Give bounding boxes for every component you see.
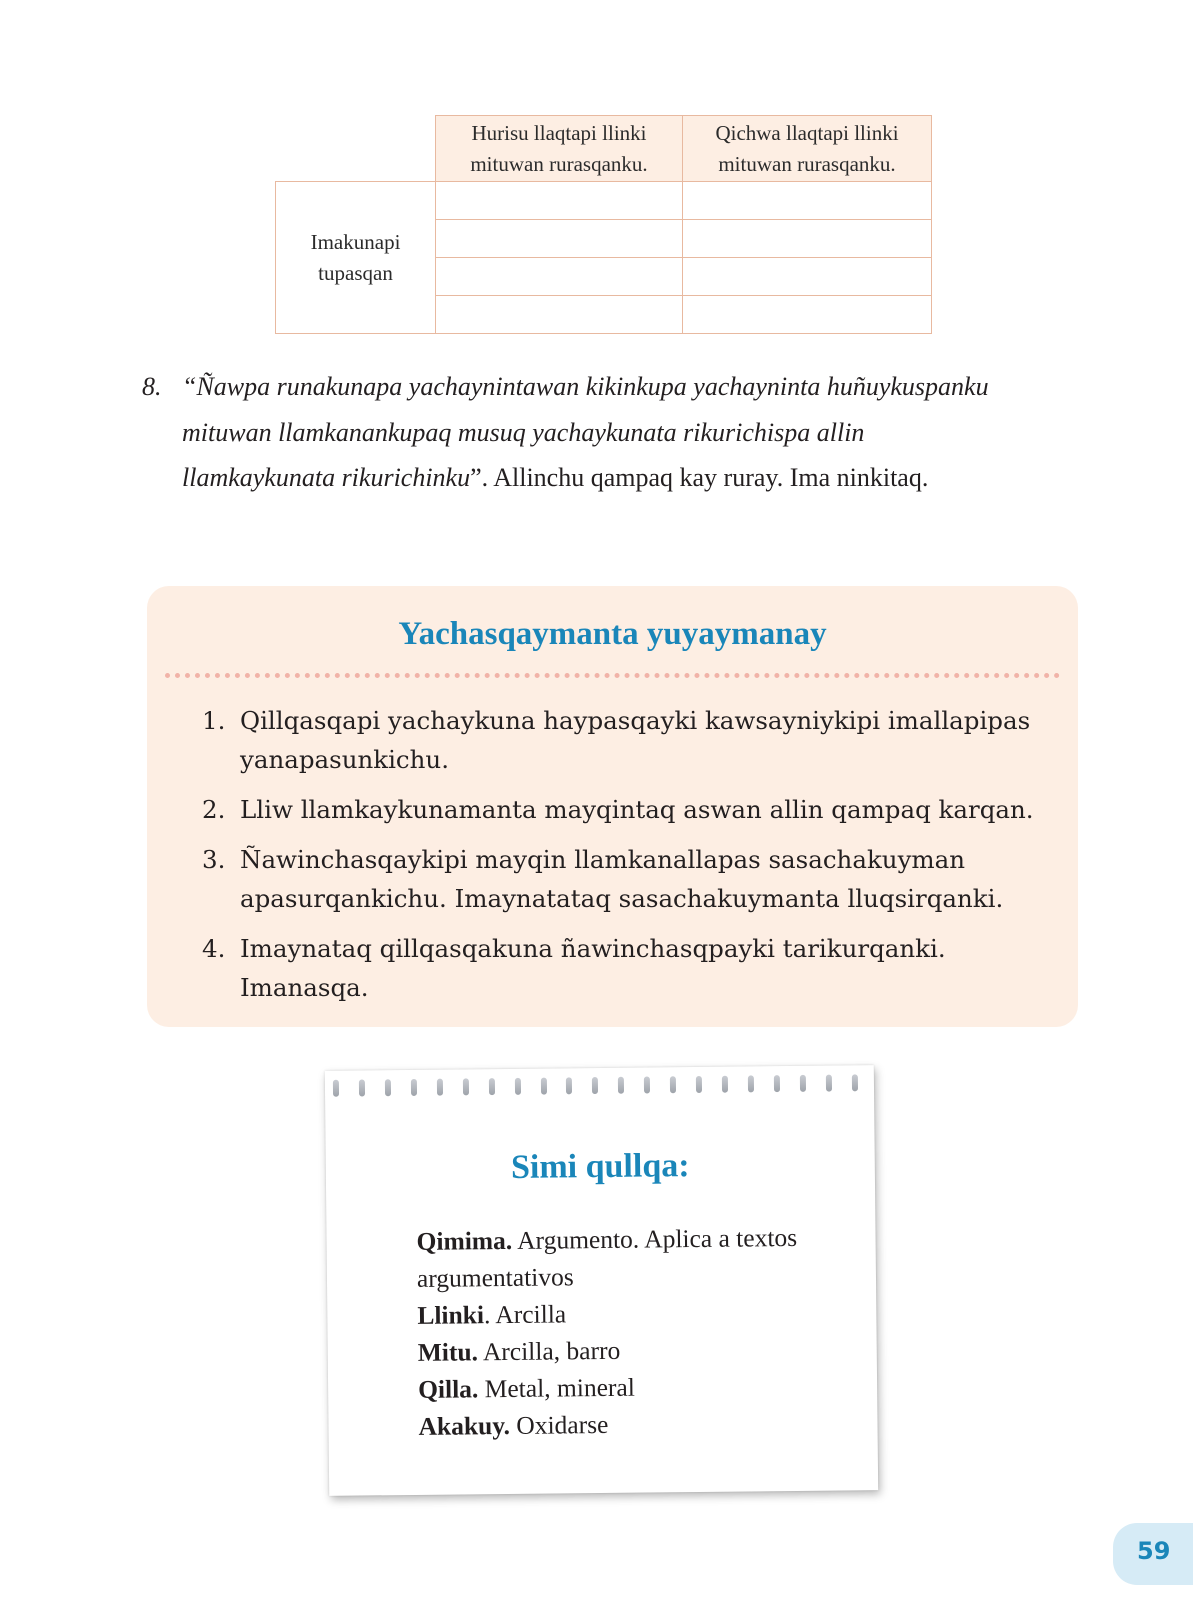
binder-hole-icon <box>852 1074 858 1091</box>
page-number: 59 <box>1137 1537 1171 1565</box>
vocabulary-entry <box>418 1330 838 1371</box>
list-item-number: 4. <box>202 934 226 963</box>
question-rest: ”. Allinchu qampaq kay ruray. Ima ninkitaq. <box>470 463 929 492</box>
vocabulary-definition: Oxidarse <box>509 1409 609 1440</box>
binder-hole-icon <box>411 1079 417 1096</box>
list-item-text: Ñawinchasqaykipi mayqin llamkanallapas sasachakuyman apasurqankichu. Imaynatataq sasachakuymanta lluqsirqanki. <box>240 845 1004 913</box>
table-header-hurisu <box>435 115 683 182</box>
vocabulary-term: Qilla. <box>417 1374 479 1404</box>
vocabulary-note <box>325 1065 878 1496</box>
list-item-number: 1. <box>202 706 226 735</box>
table-cell-empty[interactable] <box>682 295 932 334</box>
table-row-label <box>275 181 436 334</box>
binder-hole-icon <box>618 1077 624 1094</box>
table-header-hurisu-text: Hurisu llaqtapi llinki mituwan rurasqanku. <box>470 120 648 176</box>
binder-hole-icon <box>540 1078 546 1095</box>
table-cell-empty[interactable] <box>435 295 683 334</box>
binder-hole-icon <box>748 1075 754 1092</box>
dotted-divider <box>165 673 1060 678</box>
question-quote: “Ñawpa runakunapa yachaynintawan kikinkupa yachayninta huñuykuspanku mituwan llamkanankupaq musuq yachaykunata rikurichispa allin llamkaykunata rikurichinku <box>182 372 989 492</box>
list-item-text: Imaynataq qillqasqakuna ñawinchasqpayki tarikurqanki. Imanasqa. <box>240 934 946 1002</box>
table-cell-empty[interactable] <box>682 257 932 296</box>
list-item <box>202 840 1038 918</box>
question-text <box>182 364 1022 501</box>
reflection-list <box>202 701 1038 1018</box>
table-header-qichwa <box>682 115 932 182</box>
binder-hole-icon <box>670 1076 676 1093</box>
vocabulary-list <box>416 1219 838 1445</box>
binder-hole-icon <box>385 1079 391 1096</box>
vocabulary-term: Llinki <box>417 1300 485 1330</box>
reflection-title: Yachasqaymanta yuyaymanay <box>398 616 827 652</box>
binder-hole-icon <box>592 1077 598 1094</box>
vocabulary-title: Simi qullqa: <box>510 1147 690 1186</box>
binder-hole-icon <box>826 1075 832 1092</box>
comparison-table <box>275 115 949 339</box>
table-cell-empty[interactable] <box>435 257 683 296</box>
list-item <box>202 790 1038 829</box>
vocabulary-entry <box>416 1219 837 1297</box>
list-item-number: 2. <box>202 795 226 824</box>
binder-hole-icon <box>722 1076 728 1093</box>
binder-hole-icon <box>566 1077 572 1094</box>
list-item <box>202 701 1038 779</box>
binder-hole-icon <box>800 1075 806 1092</box>
table-cell-empty[interactable] <box>682 219 932 258</box>
binder-hole-icon <box>489 1078 495 1095</box>
question-number: 8. <box>142 372 162 401</box>
binder-hole-icon <box>437 1079 443 1096</box>
vocabulary-entry <box>417 1293 837 1334</box>
binder-hole-icon <box>514 1078 520 1095</box>
binder-hole-icon <box>644 1076 650 1093</box>
vocabulary-term: Mitu. <box>417 1337 479 1367</box>
spiral-holes <box>333 1074 858 1101</box>
page-number-tab <box>1113 1523 1193 1585</box>
binder-hole-icon <box>333 1080 339 1097</box>
binder-hole-icon <box>463 1078 469 1095</box>
reflection-box <box>147 586 1078 1027</box>
vocabulary-term: Akakuy. <box>418 1410 511 1441</box>
table-cell-empty[interactable] <box>435 181 683 220</box>
binder-hole-icon <box>359 1079 365 1096</box>
vocabulary-definition: . Arcilla <box>483 1299 567 1330</box>
table-header-qichwa-text: Qichwa llaqtapi llinki mituwan rurasqanku. <box>715 120 899 176</box>
binder-hole-icon <box>774 1075 780 1092</box>
vocabulary-definition: Argumento. Aplica a textos argumentativos <box>416 1222 798 1293</box>
vocabulary-entry <box>418 1367 838 1408</box>
table-row-label-text: Imakunapi tupasqan <box>310 229 401 285</box>
vocabulary-entry <box>418 1404 838 1445</box>
question-8 <box>142 364 1022 501</box>
list-item-text: Qillqasqapi yachaykuna haypasqayki kawsayniykipi imallapipas yanapasunkichu. <box>240 706 1031 774</box>
table-cell-empty[interactable] <box>682 181 932 220</box>
table-cell-empty[interactable] <box>435 219 683 258</box>
binder-hole-icon <box>696 1076 702 1093</box>
list-item <box>202 929 1038 1007</box>
vocabulary-definition: Metal, mineral <box>478 1372 635 1404</box>
vocabulary-term: Qimima. <box>416 1225 513 1256</box>
list-item-text: Lliw llamkaykunamanta mayqintaq aswan allin qampaq karqan. <box>240 795 1034 824</box>
list-item-number: 3. <box>202 845 226 874</box>
vocabulary-definition: Arcilla, barro <box>477 1335 621 1367</box>
